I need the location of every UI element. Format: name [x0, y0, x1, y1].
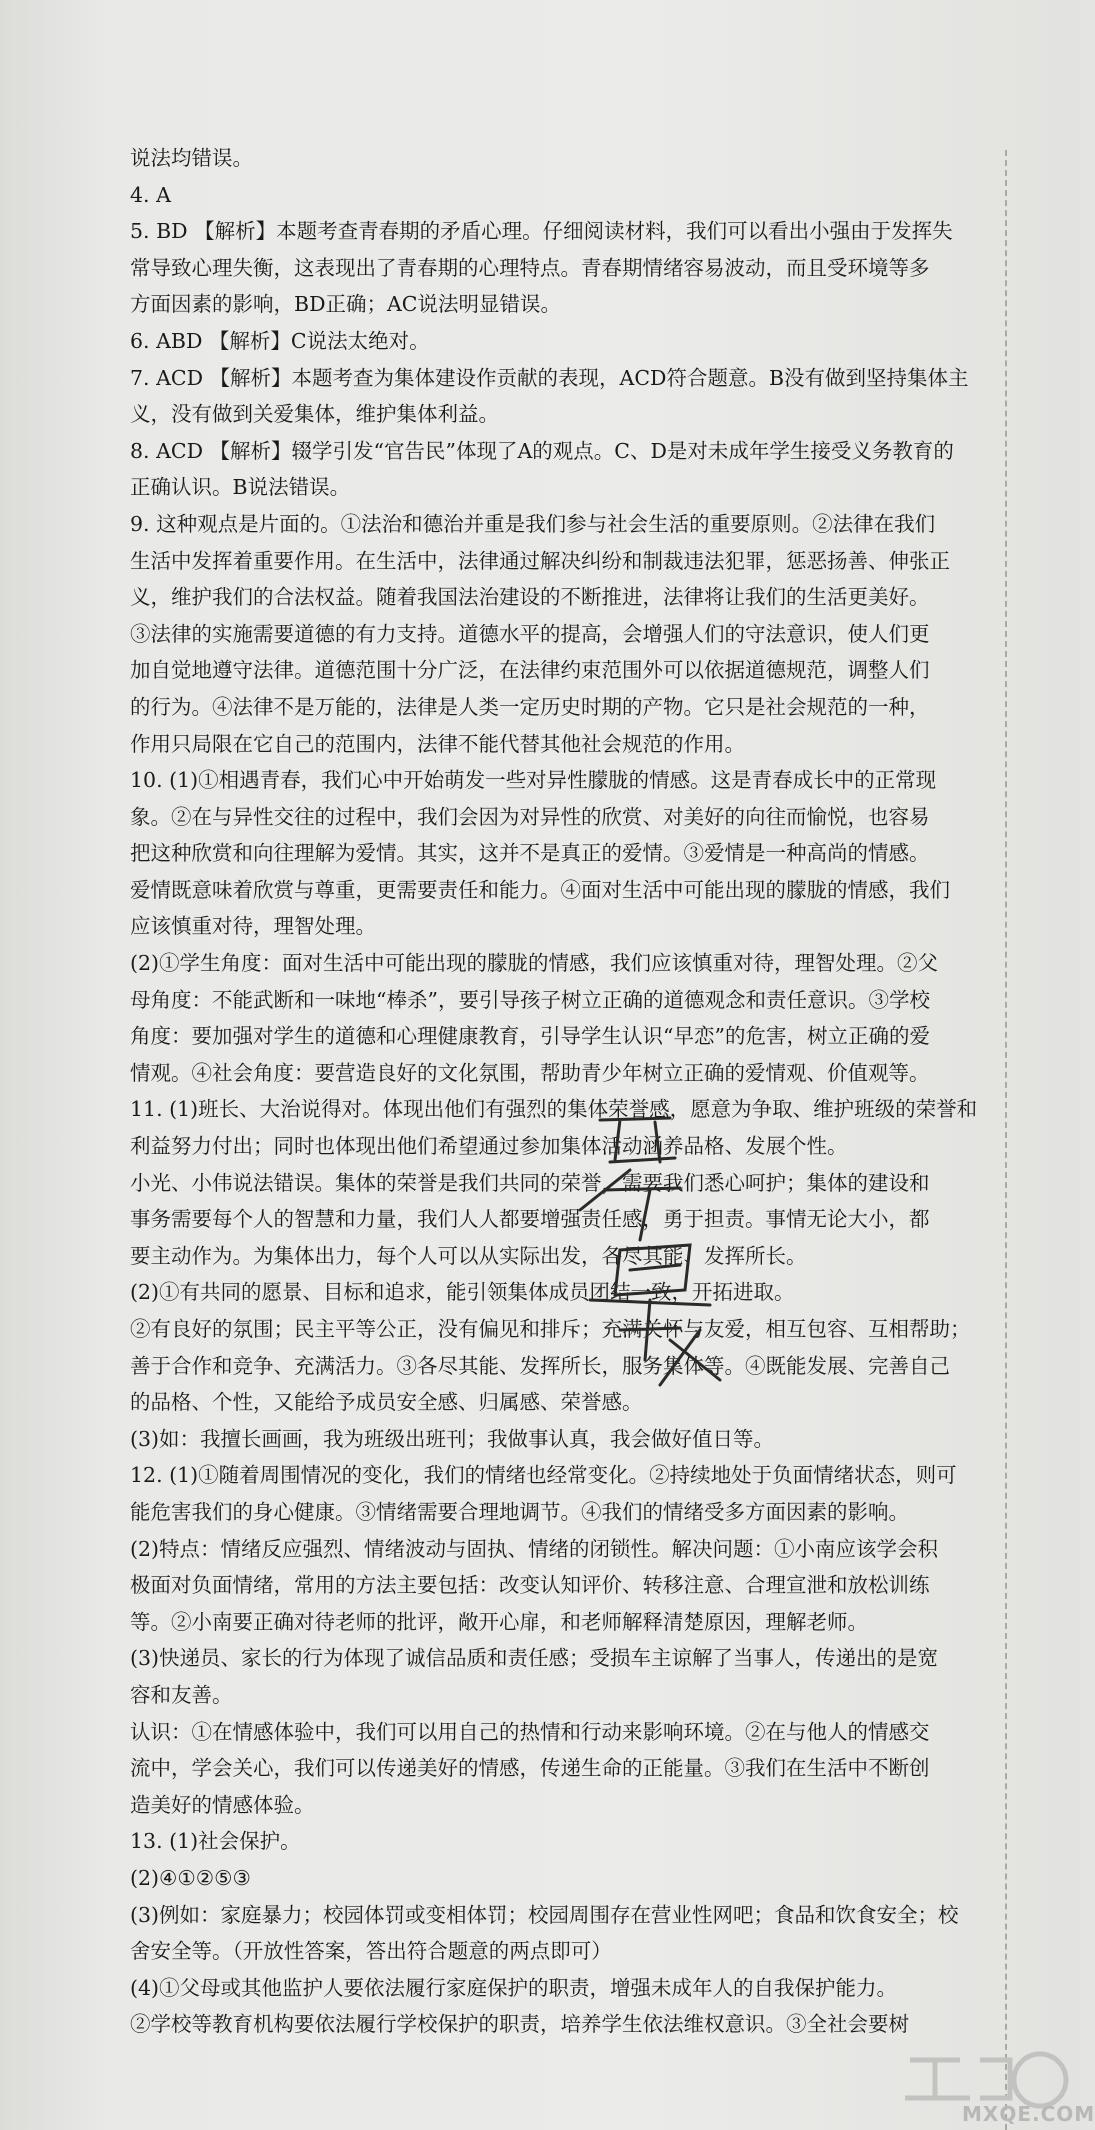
text-line: 说法均错误。 — [130, 146, 253, 170]
text-line: 象。②在与异性交往的过程中，我们会因为对异性的欣赏、对美好的向往而愉悦，也容易 — [130, 804, 930, 829]
text-line: 7. ACD 【解析】本题考查为集体建设作贡献的表现，ACD符合题意。B没有做到坚持集体主 — [130, 365, 969, 390]
text-line: 6. ABD 【解析】C说法太绝对。 — [130, 328, 430, 353]
text-line: 爱情既意味着欣赏与尊重，更需要责任和能力。④面对生活中可能出现的朦胧的情感，我们 — [130, 877, 950, 902]
text-line: 8. ACD 【解析】辍学引发“官告民”体现了A的观点。C、D是对未成年学生接受义务教育的 — [130, 438, 954, 463]
text-line: 生活中发挥着重要作用。在生活中，法律通过解决纠纷和制裁违法犯罪，惩恶扬善、伸张正 — [130, 548, 950, 573]
text-line: 义，没有做到关爱集体，维护集体利益。 — [130, 402, 499, 427]
handwritten-mark — [560, 1100, 740, 1390]
text-line: 小光、小伟说法错误。集体的荣誉是我们共同的荣誉，需要我们悉心呵护；集体的建设和 — [130, 1170, 930, 1195]
text-line: 要主动作为。为集体出力，每个人可以从实际出发，各尽其能、发挥所长。 — [130, 1243, 807, 1268]
text-line: (3)快递员、家长的行为体现了诚信品质和责任感；受损车主谅解了当事人，传递出的是宽 — [130, 1646, 939, 1671]
text-line: 舍安全等。（开放性答案，答出符合题意的两点即可） — [130, 1939, 612, 1964]
text-line: 义，维护我们的合法权益。随着我国法治建设的不断推进，法律将让我们的生活更美好。 — [130, 585, 930, 610]
watermark-site-text: MXQE.COM — [962, 2102, 1095, 2126]
text-line: (2)特点：情绪反应强烈、情绪波动与固执、情绪的闭锁性。解决问题：①小南应该学会积 — [130, 1536, 939, 1561]
text-line: 9. 这种观点是片面的。①法治和德治并重是我们参与社会生活的重要原则。②法律在我们 — [130, 511, 936, 536]
text-line: 角度：要加强对学生的道德和心理健康教育，引导学生认识“早恋”的危害，树立正确的爱 — [130, 1024, 930, 1049]
text-line: 5. BD 【解析】本题考查青春期的矛盾心理。仔细阅读材料，我们可以看出小强由于发挥失 — [130, 219, 953, 244]
text-line: 4. A — [130, 182, 171, 207]
text-line: (2)④①②⑤③ — [130, 1865, 251, 1890]
text-line: 11. (1)班长、大治说得对。体现出他们有强烈的集体荣誉感，愿意为争取、维护班级的荣誉和 — [130, 1097, 978, 1122]
text-line: 的行为。④法律不是万能的，法律是人类一定历史时期的产物。它只是社会规范的一种， — [130, 694, 930, 719]
text-line: 正确认识。B说法错误。 — [130, 475, 351, 500]
text-line: 事务需要每个人的智慧和力量，我们人人都要增强责任感，勇于担责。事情无论大小，都 — [130, 1207, 930, 1232]
text-line: (2)①有共同的愿景、目标和追求，能引领集体成员团结一致，开拓进取。 — [130, 1280, 795, 1305]
text-line: 善于合作和竞争、充满活力。③各尽其能、发挥所长，服务集体等。④既能发展、完善自己 — [130, 1353, 950, 1378]
answer-text-block — [130, 140, 1000, 2043]
text-line: (2)①学生角度：面对生活中可能出现的朦胧的情感，我们应该慎重对待，理智处理。②父 — [130, 951, 939, 976]
text-line: 情观。④社会角度：要营造良好的文化氛围，帮助青少年树立正确的爱情观、价值观等。 — [130, 1060, 930, 1085]
text-line: 把这种欣赏和向往理解为爱情。其实，这并不是真正的爱情。③爱情是一种高尚的情感。 — [130, 841, 930, 866]
text-line: ②学校等教育机构要依法履行学校保护的职责，培养学生依法维权意识。③全社会要树 — [130, 2012, 909, 2037]
text-line: 13. (1)社会保护。 — [130, 1829, 301, 1854]
text-line: 利益努力付出；同时也体现出他们希望通过参加集体活动涵养品格、发展个性。 — [130, 1134, 848, 1159]
text-line: 的品格、个性，又能给予成员安全感、归属感、荣誉感。 — [130, 1390, 643, 1415]
text-line: 常导致心理失衡，这表现出了青春期的心理特点。青春期情绪容易波动，而且受环境等多 — [130, 255, 930, 280]
text-line: 10. (1)①相遇青春，我们心中开始萌发一些对异性朦胧的情感。这是青春成长中的正常现 — [130, 768, 937, 793]
text-line: 极面对负面情绪，常用的方法主要包括：改变认知评价、转移注意、合理宣泄和放松训练 — [130, 1573, 930, 1598]
text-line: 应该慎重对待，理智处理。 — [130, 914, 376, 939]
text-line: 12. (1)①随着周围情况的变化，我们的情绪也经常变化。②持续地处于负面情绪状态，则可 — [130, 1463, 957, 1488]
text-line: 流中，学会关心，我们可以传递美好的情感，传递生命的正能量。③我们在生活中不断创 — [130, 1756, 930, 1781]
text-line: 加自觉地遵守法律。道德范围十分广泛，在法律约束范围外可以依据道德规范，调整人们 — [130, 658, 930, 683]
text-line: 作用只局限在它自己的范围内，法律不能代替其他社会规范的作用。 — [130, 731, 745, 756]
text-line: 能危害我们的身心健康。③情绪需要合理地调节。④我们的情绪受多方面因素的影响。 — [130, 1499, 909, 1524]
text-line: ②有良好的氛围；民主平等公正，没有偏见和排斥；充满关怀与友爱，相互包容、互相帮助； — [130, 1317, 971, 1341]
text-line: (4)①父母或其他监护人要依法履行家庭保护的职责，增强未成年人的自我保护能力。 — [130, 1975, 898, 2000]
text-line: 母角度：不能武断和一味地“棒杀”，要引导孩子树立正确的道德观念和责任意识。③学校 — [130, 987, 930, 1012]
page-margin-rule — [1005, 150, 1007, 2130]
text-line: 造美好的情感体验。 — [130, 1792, 315, 1817]
text-line: 认识：①在情感体验中，我们可以用自己的热情和行动来影响环境。②在与他人的情感交 — [130, 1719, 930, 1744]
text-line: 容和友善。 — [130, 1682, 233, 1707]
text-line: 方面因素的影响，BD正确；AC说法明显错误。 — [130, 292, 561, 317]
text-line: (3)如：我擅长画画，我为班级出班刊；我做事认真，我会做好值日等。 — [130, 1426, 775, 1451]
text-line: 等。②小南要正确对待老师的批评，敞开心扉，和老师解释清楚原因，理解老师。 — [130, 1609, 868, 1634]
text-line: ③法律的实施需要道德的有力支持。道德水平的提高，会增强人们的守法意识，使人们更 — [130, 621, 930, 646]
text-line: (3)例如：家庭暴力；校园体罚或变相体罚；校园周围存在营业性网吧；食品和饮食安全；校 — [130, 1902, 959, 1927]
